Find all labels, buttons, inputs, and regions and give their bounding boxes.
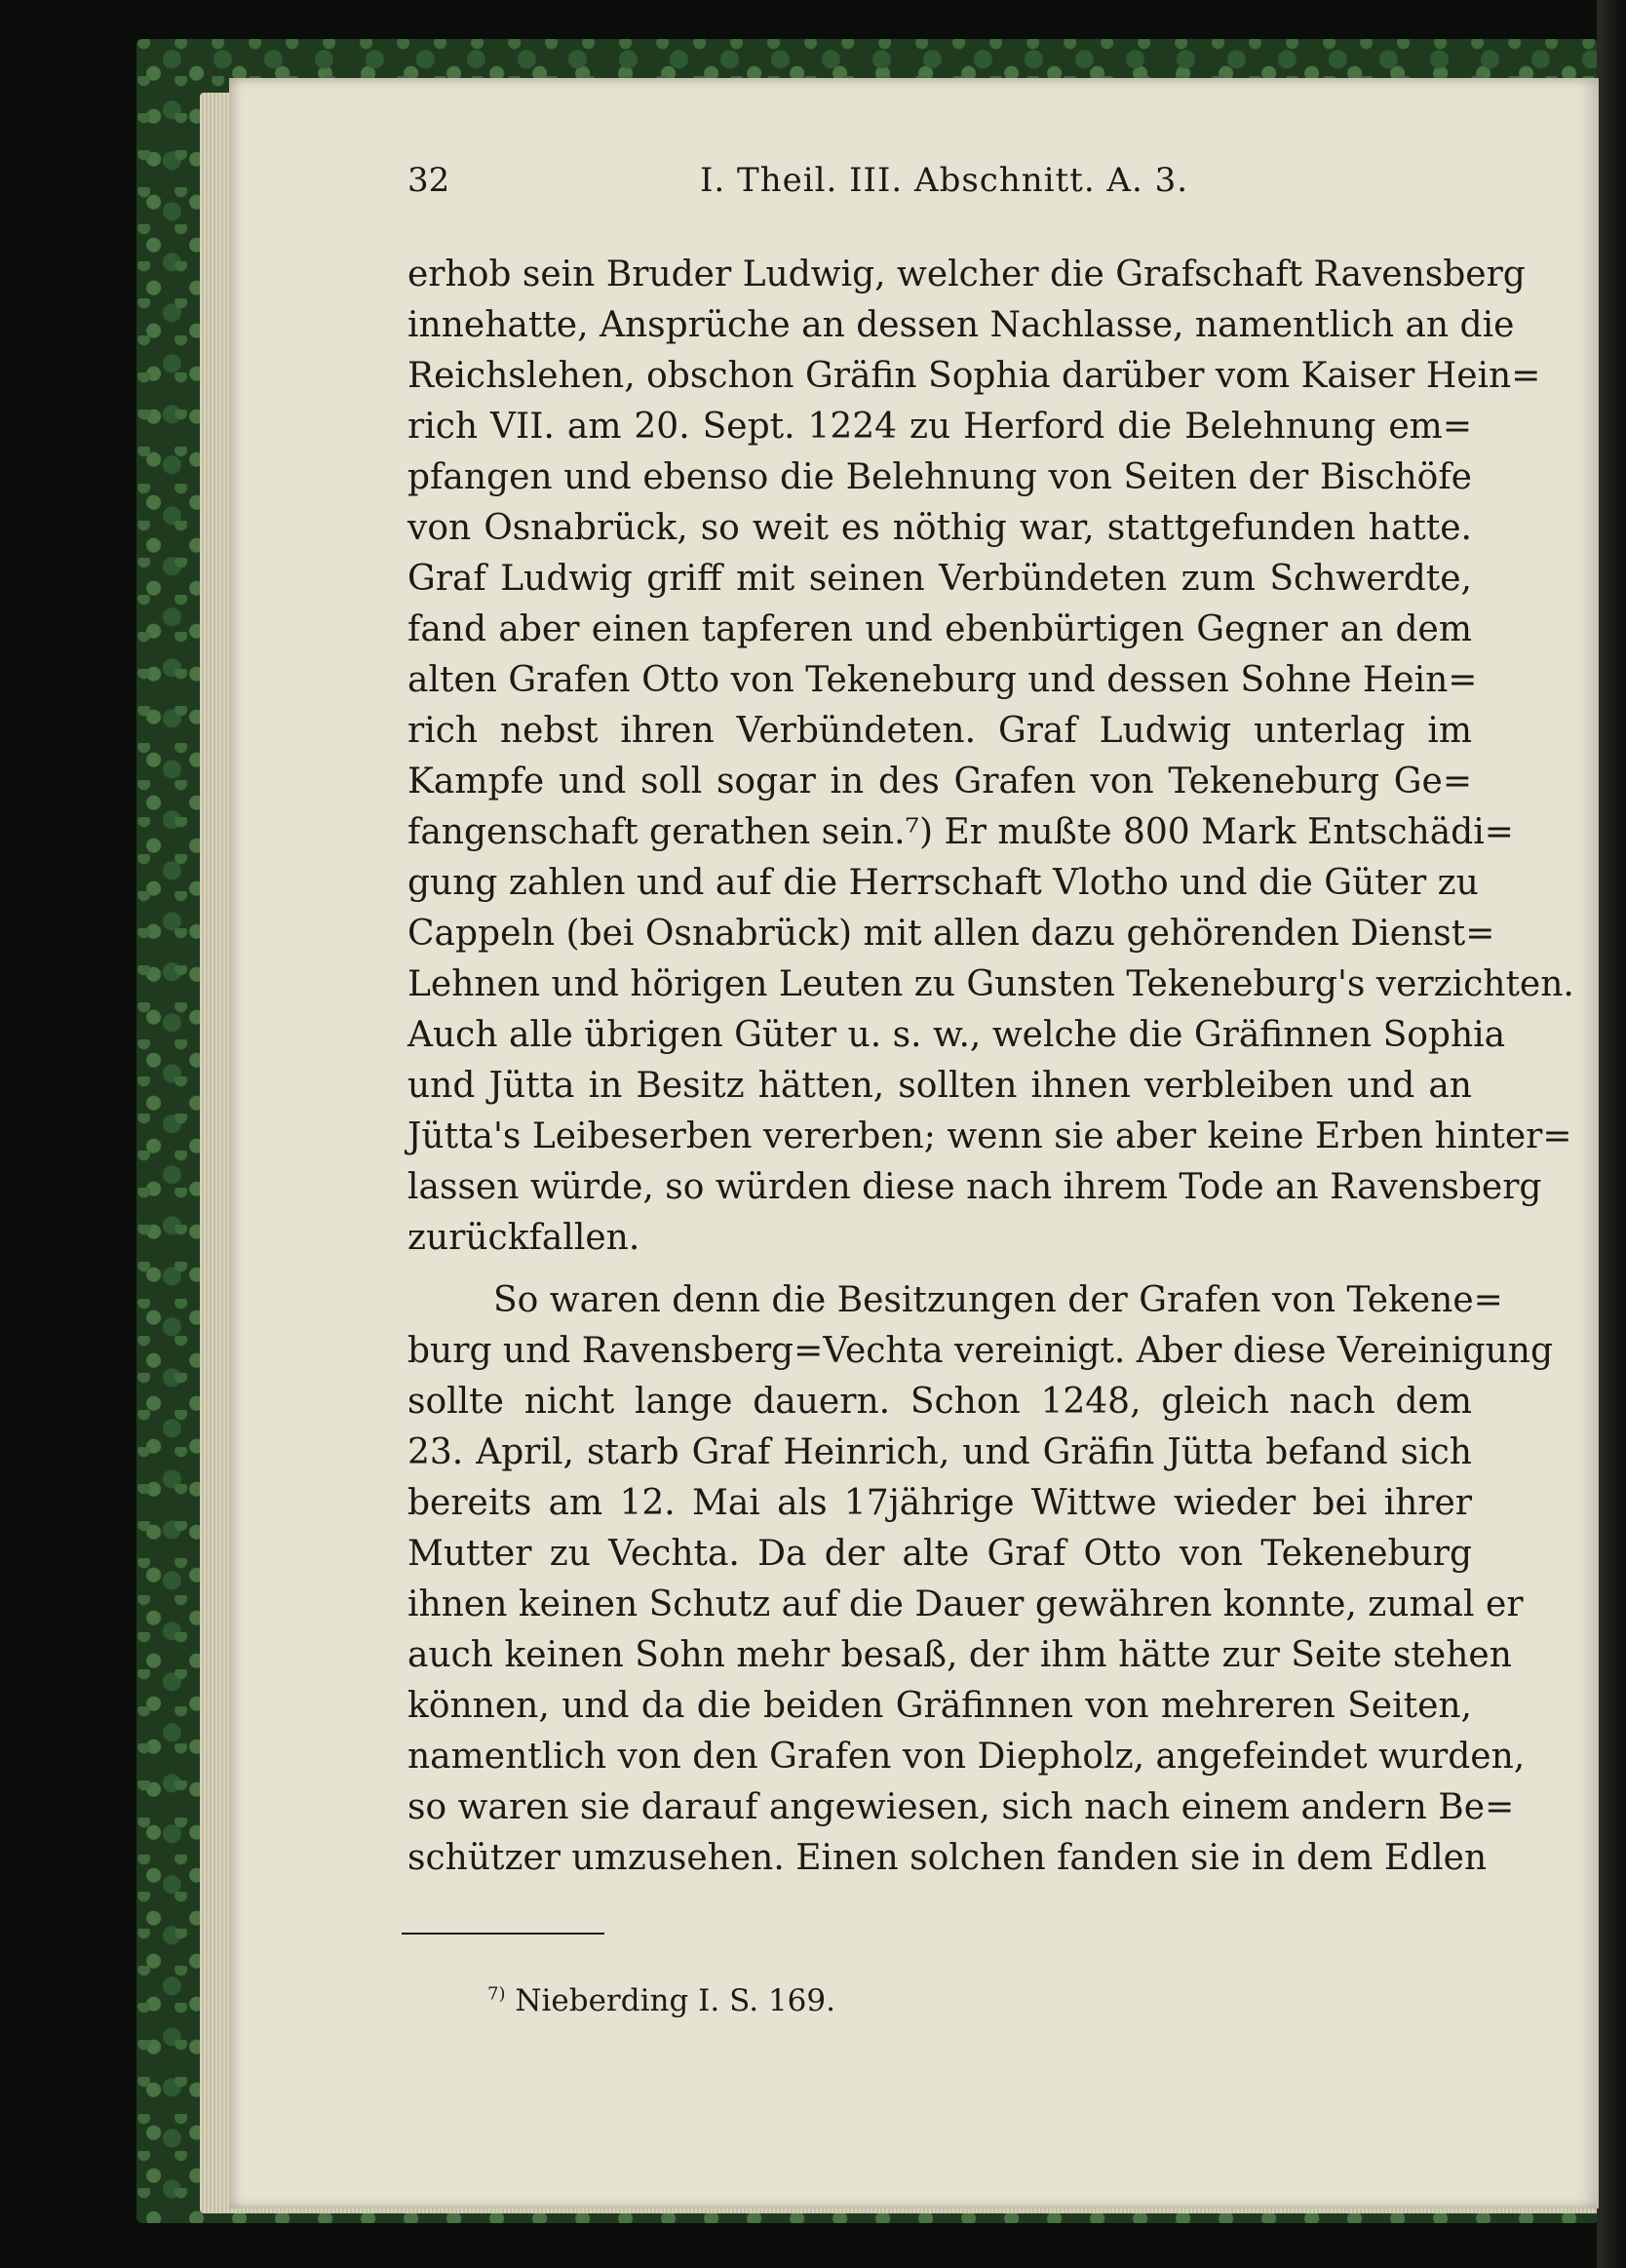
page-number: 32 bbox=[407, 161, 450, 200]
footnote-text: Nieberding I. S. 169. bbox=[515, 1983, 835, 2018]
text-line: zurückfallen. bbox=[407, 1218, 640, 1258]
text-line: Mutter zu Vechta. Da der alte Graf Otto von Tekeneburg bbox=[407, 1534, 1472, 1574]
text-line: namentlich von den Grafen von Diepholz, angefeindet wurden, bbox=[407, 1737, 1526, 1777]
text-line: rich VII. am 20. Sept. 1224 zu Herford die Belehnung em= bbox=[407, 407, 1472, 447]
text-line: Auch alle übrigen Güter u. s. w., welche die Gräfinnen Sophia bbox=[407, 1015, 1506, 1055]
text-line: innehatte, Ansprüche an dessen Nachlasse, namentlich an die bbox=[407, 305, 1515, 345]
text-line: so waren sie darauf angewiesen, sich nach einem andern Be= bbox=[407, 1787, 1515, 1827]
text-line: Lehnen und hörigen Leuten zu Gunsten Tekeneburg's verzichten. bbox=[407, 964, 1574, 1004]
running-title: I. Theil. III. Abschnitt. A. 3. bbox=[700, 161, 1189, 200]
text-line: Reichslehen, obschon Gräfin Sophia darüber vom Kaiser Hein= bbox=[407, 356, 1541, 396]
text-line: Kampfe und soll sogar in des Grafen von Tekeneburg Ge= bbox=[407, 762, 1472, 802]
footnote-rule bbox=[402, 1933, 604, 1935]
text-line: Jütta's Leibeserben vererben; wenn sie aber keine Erben hinter= bbox=[407, 1116, 1572, 1156]
text-line: schützer umzusehen. Einen solchen fanden sie in dem Edlen bbox=[407, 1838, 1488, 1878]
text-line: alten Grafen Otto von Tekeneburg und dessen Sohne Hein= bbox=[407, 660, 1478, 700]
paragraph-2 bbox=[407, 1275, 1554, 1884]
text-line: fangenschaft gerathen sein.⁷) Er mußte 800 Mark Entschädi= bbox=[407, 812, 1514, 852]
footnote bbox=[487, 1983, 835, 2018]
text-line: fand aber einen tapferen und ebenbürtigen Gegner an dem bbox=[407, 609, 1472, 649]
text-line: ihnen keinen Schutz auf die Dauer gewähren konnte, zumal er bbox=[407, 1584, 1524, 1624]
text-line: Cappeln (bei Osnabrück) mit allen dazu gehörenden Dienst= bbox=[407, 914, 1495, 954]
running-head bbox=[407, 161, 1472, 219]
text-line: So waren denn die Besitzungen der Grafen von Tekene= bbox=[493, 1280, 1503, 1320]
text-line: pfangen und ebenso die Belehnung von Seiten der Bischöfe bbox=[407, 457, 1472, 497]
binding-shadow bbox=[1597, 0, 1626, 2268]
text-line: 23. April, starb Graf Heinrich, und Gräfin Jütta befand sich bbox=[407, 1432, 1472, 1472]
text-line: von Osnabrück, so weit es nöthig war, stattgefunden hatte. bbox=[407, 508, 1472, 548]
text-line: bereits am 12. Mai als 17jährige Wittwe wieder bei ihrer bbox=[407, 1483, 1472, 1523]
text-line: können, und da die beiden Gräfinnen von mehreren Seiten, bbox=[407, 1686, 1472, 1726]
text-line: burg und Ravensberg=Vechta vereinigt. Aber diese Vereinigung bbox=[407, 1331, 1554, 1371]
text-line: erhob sein Bruder Ludwig, welcher die Grafschaft Ravensberg bbox=[407, 254, 1526, 294]
text-line: sollte nicht lange dauern. Schon 1248, gleich nach dem bbox=[407, 1382, 1472, 1422]
paragraph-1 bbox=[407, 250, 1574, 1264]
text-line: lassen würde, so würden diese nach ihrem Tode an Ravensberg bbox=[407, 1167, 1542, 1207]
text-line: und Jütta in Besitz hätten, sollten ihnen verbleiben und an bbox=[407, 1066, 1472, 1106]
text-line: Graf Ludwig griff mit seinen Verbündeten zum Schwerdte, bbox=[407, 559, 1472, 599]
text-line: rich nebst ihren Verbündeten. Graf Ludwig unterlag im bbox=[407, 711, 1472, 751]
text-line: auch keinen Sohn mehr besaß, der ihm hätte zur Seite stehen bbox=[407, 1635, 1512, 1675]
footnote-marker: 7) bbox=[487, 1983, 506, 2005]
text-line: gung zahlen und auf die Herrschaft Vlotho und die Güter zu bbox=[407, 863, 1479, 903]
main-text bbox=[407, 250, 1574, 1884]
